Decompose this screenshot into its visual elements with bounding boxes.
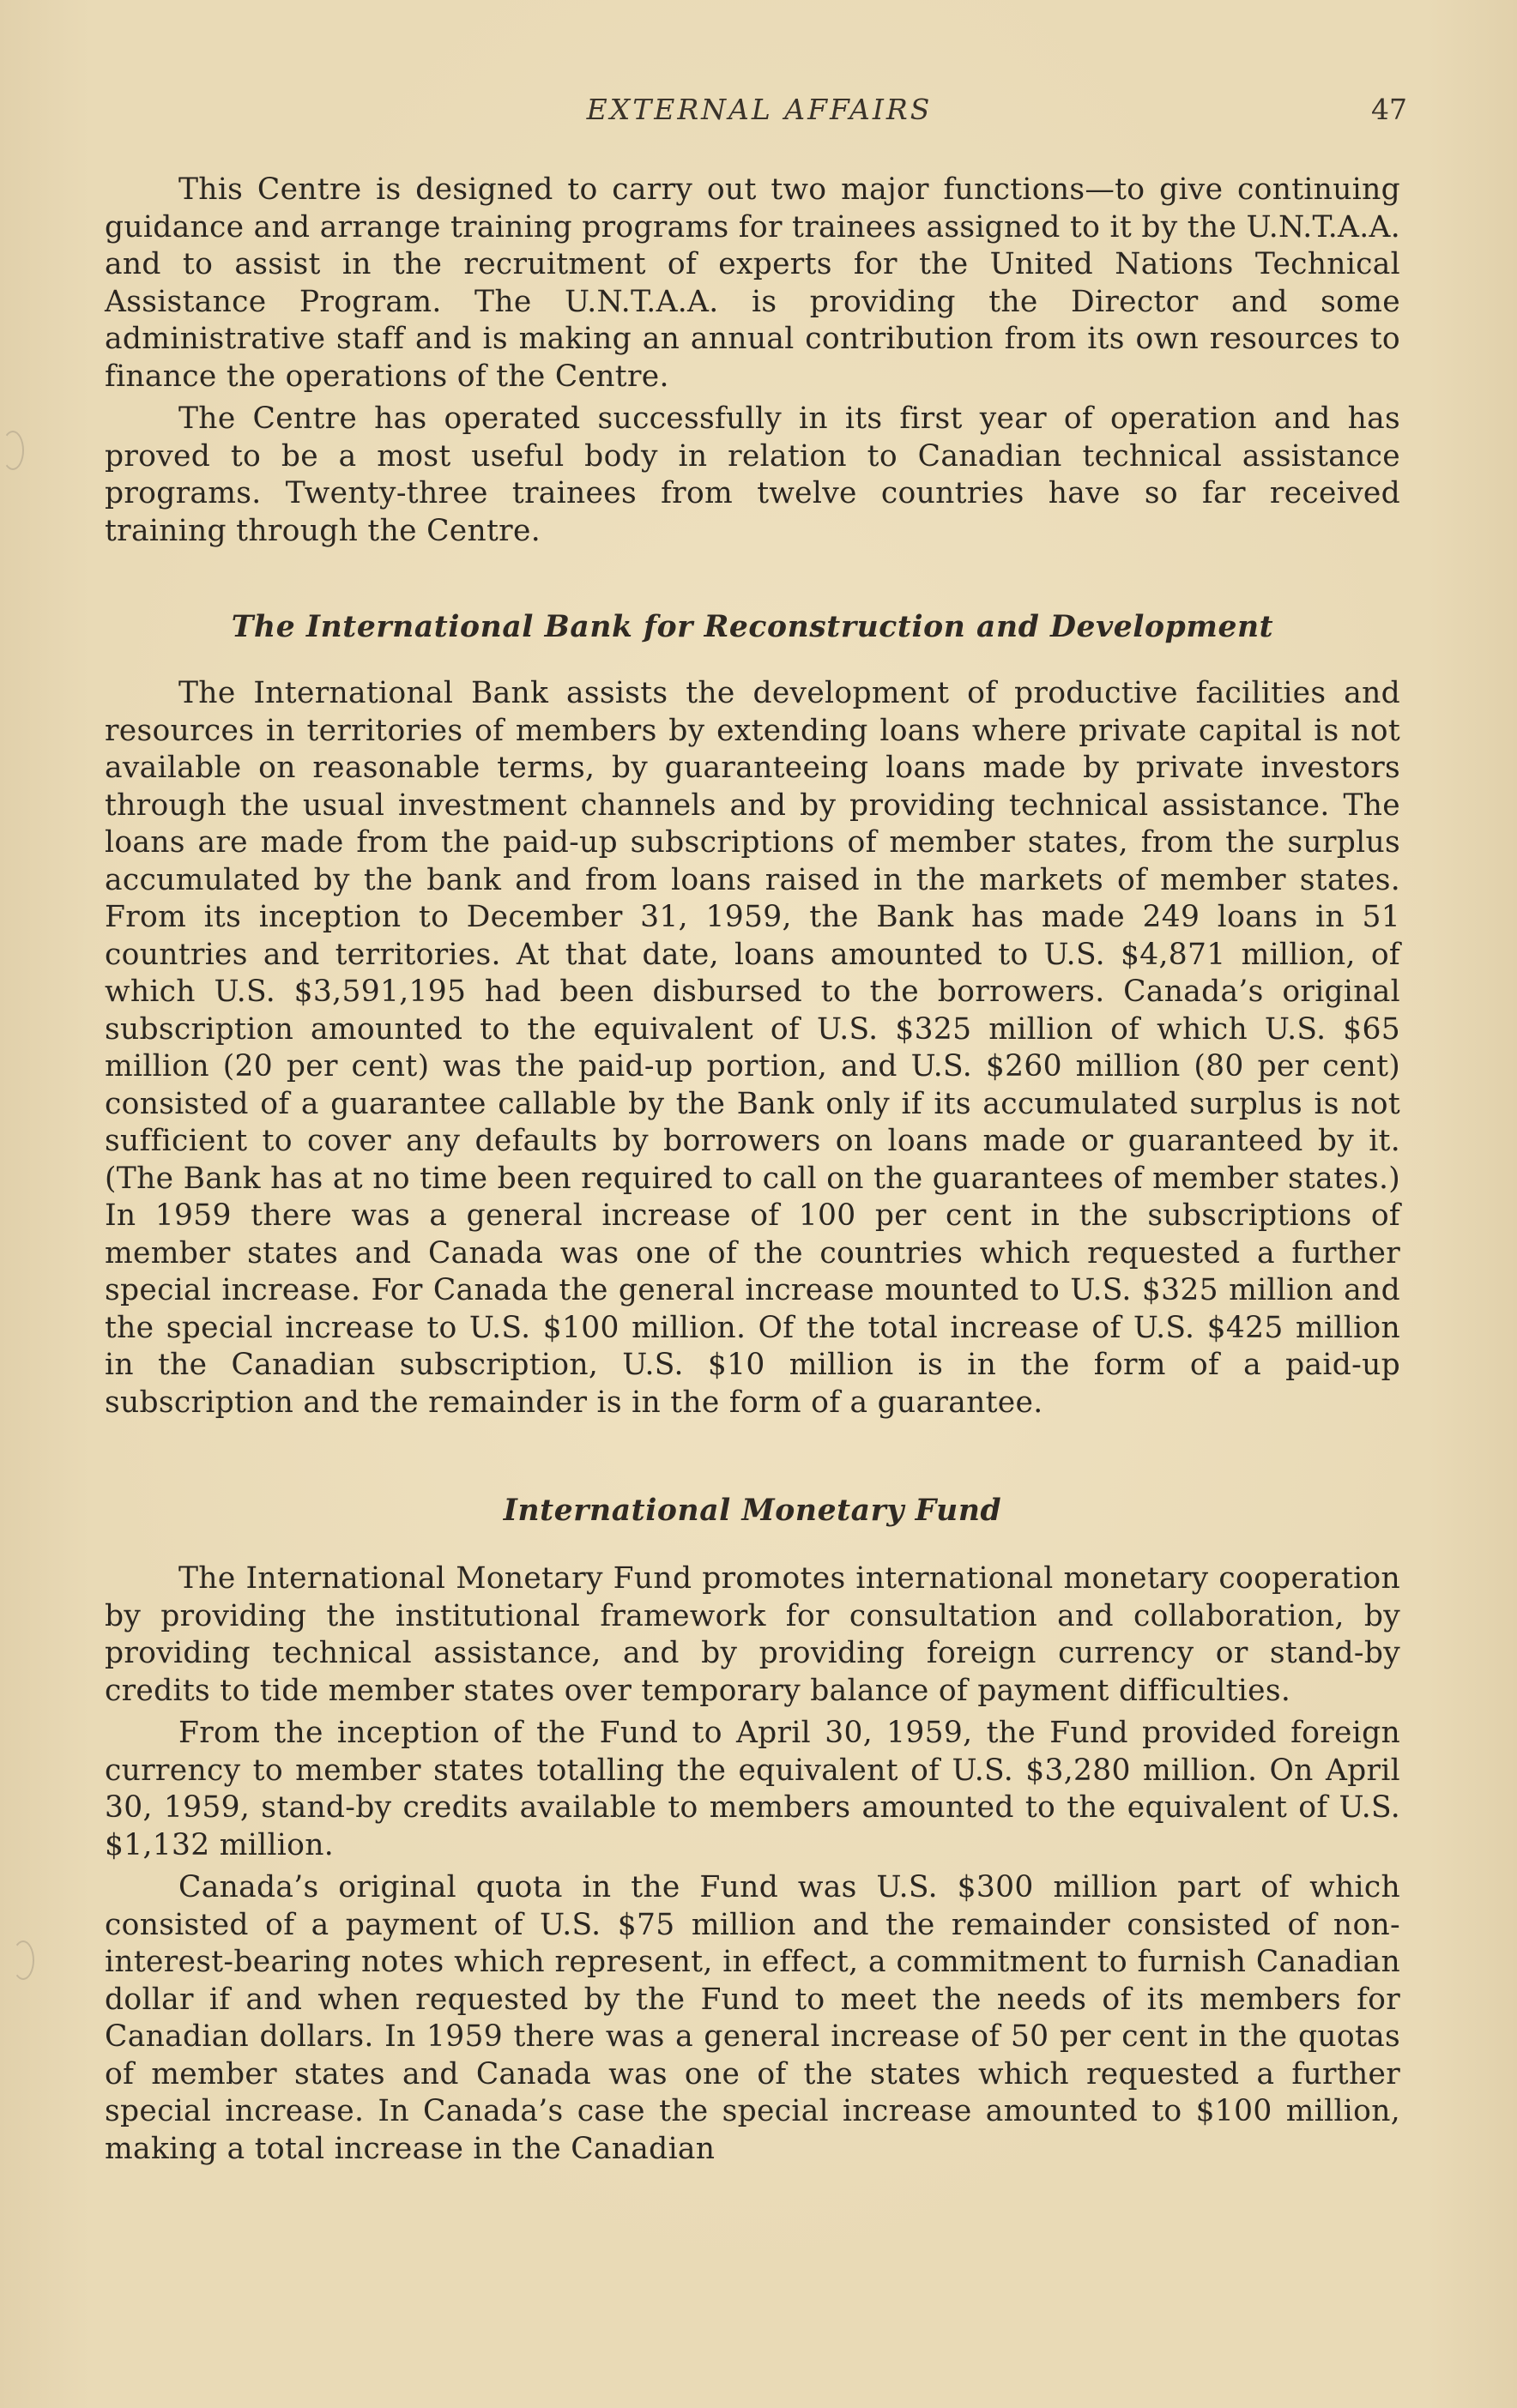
bank-section bbox=[105, 610, 1400, 1421]
fund-section-title: International Monetary Fund bbox=[503, 1494, 1002, 1528]
running-head: EXTERNAL AFFAIRS bbox=[586, 93, 933, 126]
bank-paragraph-1: The International Bank assists the development of productive facilities and resources in territories of members by extending loans where private capital is not available on reasonable terms, by guaranteeing loans made by private investors through the usual investment channels and by providing technical assistance. The loans are made from the paid-up subscriptions of member states, from the surplus accumulated by the bank and from loans raised in the markets of member states. From its inception to December 31, 1959, the Bank has made 249 loans in 51 countries and territories. At that date, loans amounted to U.S. $4,871 million, of which U.S. $3,591,195 had been disbursed to the borrowers. Canada’s original subscription amounted to the equivalent of U.S. $325 million of which U.S. $65 million (20 per cent) was the paid-up portion, and U.S. $260 million (80 per cent) consisted of a guarantee callable by the Bank only if its accumulated surplus is not sufficient to cover any defaults by borrowers on loans made or guaranteed by it. (The Bank has at no time been required to call on the guarantees of member states.) In 1959 there was a general increase of 100 per cent in the subscriptions of member states and Canada was one of the countries which requested a further special increase. For Canada the general increase mounted to U.S. $325 million and the special increase to U.S. $100 million. Of the total increase of U.S. $425 million in the Canadian subscription, U.S. $10 million is in the form of a paid-up subscription and the remainder is in the form of a guarantee. bbox=[105, 676, 1400, 1420]
page-content bbox=[105, 172, 1400, 2168]
margin-hole-mark-bottom bbox=[12, 1940, 34, 1980]
page-number: 47 bbox=[1371, 93, 1407, 126]
bank-section-title: The International Bank for Reconstruction and Development bbox=[231, 610, 1274, 644]
page-header bbox=[103, 93, 1416, 136]
intro-paragraph-2: The Centre has operated successfully in its first year of operation and has proved to be a most useful body in relation to Canadian technical assistance programs. Twenty-three trainees from twelve countries have so far received training through the Centre. bbox=[105, 401, 1400, 548]
fund-paragraph-2: From the inception of the Fund to April 30, 1959, the Fund provided foreign currency to member states totalling the equivalent of U.S. $3,280 million. On April 30, 1959, stand-by credits available to members amounted to the equivalent of U.S. $1,132 million. bbox=[105, 1716, 1400, 1862]
intro-paragraph-1: This Centre is designed to carry out two major functions—to give continuing guidance and arrange training programs for trainees assigned to it by the U.N.T.A.A. and to assist in the recruitment of experts for the United Nations Technical Assistance Program. The U.N.T.A.A. is providing the Director and some administrative staff and is making an annual contribution from its own resources to finance the operations of the Centre. bbox=[105, 172, 1400, 394]
fund-paragraph-1: The International Monetary Fund promotes international monetary cooperation by providing the institutional framework for consultation and collaboration, by providing technical assistance, and by providing foreign currency or stand-by credits to tide member states over temporary balance of payment difficulties. bbox=[105, 1561, 1400, 1708]
fund-section bbox=[105, 1494, 1400, 2168]
fund-paragraph-3: Canada’s original quota in the Fund was U.S. $300 million part of which consisted of a payment of U.S. $75 million and the remainder consisted of non-interest-bearing notes which represent, in effect, a commitment to furnish Canadian dollar if and when requested by the Fund to meet the needs of its members for Canadian dollars. In 1959 there was a general increase of 50 per cent in the quotas of member states and Canada was one of the states which requested a further special increase. In Canada’s case the special increase amounted to $100 million, making a total increase in the Canadian bbox=[105, 1870, 1400, 2166]
intro-section bbox=[105, 172, 1400, 550]
margin-hole-mark-top bbox=[2, 431, 24, 470]
